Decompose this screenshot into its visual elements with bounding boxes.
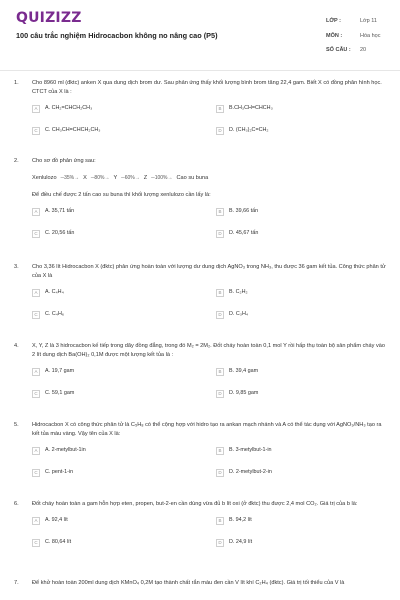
option-letter-box: B [216,289,224,297]
question-text: X, Y, Z là 3 hidrocacbon kế tiếp trong dãy đồng đẳng, trong đó M₂ = 2M₂. Đốt cháy hoàn toàn 0,1 mol Y rồi hấp thụ toàn bộ sản phẩm cháy vào 2 lít dung dịch Ba(OH)₂ 0,1M được một lượng kết tủa là : [32,343,385,358]
option-d[interactable] [216,538,386,547]
meta-count [326,47,366,53]
option-c[interactable] [32,310,202,319]
question-5 [14,421,388,476]
meta-value: Lớp 11 [360,18,377,24]
option-b[interactable] [216,288,386,297]
option-c[interactable] [32,229,202,238]
option-d[interactable] [216,389,386,398]
option-text: B. 39,66 tấn [229,208,259,214]
options [32,367,388,397]
option-a[interactable] [32,516,202,525]
question-text: Cho sơ đồ phản ứng sau: [32,158,96,164]
option-a[interactable] [32,207,202,216]
page-title: 100 câu trắc nghiệm Hidrocacbon không no nâng cao (P5) [16,31,218,40]
question-text-2: Để điều chế được 2 tấn cao su buna thì khối lượng xenlulozo cần lấy là: [32,192,211,198]
meta-key: LỚP : [326,18,341,24]
option-text: C. C₄H₆ [45,311,65,317]
quizizz-logo: QUIZIZZ [16,10,82,26]
option-c[interactable] [32,538,202,547]
option-text: C. pent-1-in [45,469,74,475]
option-text: A. C₄H₄ [45,289,64,295]
option-text: D. 2-metylbut-2-in [229,469,272,475]
option-letter-box: C [32,311,40,319]
option-letter-box: D [216,390,224,398]
meta-class [326,18,377,24]
option-c[interactable] [32,389,202,398]
meta-subject [326,33,381,39]
option-text: D. 45,67 tấn [229,230,259,236]
option-d[interactable] [216,310,386,319]
option-letter-box: C [32,390,40,398]
option-text: A. 35,71 tấn [45,208,75,214]
reaction-chain [32,174,388,183]
arrow-icon: ─35%→ [60,175,80,181]
option-d[interactable] [216,126,386,135]
yield-label: 60% [124,175,135,181]
arrow-icon: ─80%→ [90,175,110,181]
option-text: C. 59,1 gam [45,390,75,396]
option-a[interactable] [32,288,202,297]
question-7 [14,579,388,588]
question-text: Cho 3,36 lít Hidrocacbon X (đktc) phản ứng hoàn toàn với lượng dư dung dịch AgNO₃ trong NH₃, thu được 36 gam kết tủa. Công thức phân tử của X là [32,264,386,279]
option-text: D. (CH₃)₂C=CH₂ [229,127,269,133]
chain-y: Y [113,175,118,181]
option-a[interactable] [32,367,202,376]
options [32,516,388,546]
option-letter-box: C [32,127,40,135]
option-text: B. 94,2 lít [229,517,252,523]
option-text: A. 92,4 lít [45,517,68,523]
meta-key: MÔN : [326,33,343,39]
question-number: 5. [14,422,19,428]
options [32,446,388,476]
header-divider [0,70,400,71]
yield-label: 80% [94,175,105,181]
yield-label: 100% [154,175,168,181]
option-letter-box: A [32,105,40,113]
question-text: Hidrocacbon X có công thức phân tử là C₅H₈ có thể cộng hợp với hidro tạo ra ankan mạch nhánh và A có thể tác dụng với AgNO₃/NH₃ tạo ra kết tủa màu vàng. Vậy tên của X là: [32,422,382,437]
meta-key: SỐ CÂU : [326,47,351,53]
options [32,207,388,237]
option-letter-box: B [216,208,224,216]
arrow-icon: ─100%→ [151,175,173,181]
meta-value: Hóa học [360,33,381,39]
option-text: A. 2-metylbut-1in [45,447,86,453]
options [32,104,388,134]
option-letter-box: D [216,469,224,477]
option-b[interactable] [216,207,386,216]
option-text: B. 3-metylbut-1-in [229,447,272,453]
option-text: A. CH₂=CHCH₂CH₃ [45,105,93,111]
question-number: 7. [14,580,19,586]
option-letter-box: B [216,105,224,113]
option-letter-box: C [32,469,40,477]
option-letter-box: B [216,368,224,376]
option-text: C. 20,56 tấn [45,230,75,236]
chain-x: X [83,175,87,181]
option-a[interactable] [32,446,202,455]
option-letter-box: A [32,447,40,455]
option-letter-box: D [216,539,224,547]
option-b[interactable] [216,104,386,113]
option-letter-box: B [216,517,224,525]
question-number: 2. [14,158,19,164]
option-text: D. 9,85 gam [229,390,259,396]
question-6 [14,500,388,546]
chain-z: Z [143,175,148,181]
question-number: 3. [14,264,19,270]
option-letter-box: A [32,208,40,216]
option-letter-box: D [216,311,224,319]
option-text: D. 24,9 lít [229,539,253,545]
option-text: C. CH₃CH=CHCH₂CH₃ [45,127,101,133]
chain-start: Xenlulozo [32,175,57,181]
question-3 [14,263,388,318]
question-number: 6. [14,501,19,507]
yield-label: 35% [64,175,75,181]
option-letter-box: D [216,127,224,135]
question-number: 4. [14,343,19,349]
option-a[interactable] [32,104,202,113]
meta-value: 20 [360,47,367,53]
option-c[interactable] [32,468,202,477]
option-text: C. 80,64 lít [45,539,72,545]
option-letter-box: A [32,289,40,297]
option-letter-box: B [216,447,224,455]
option-text: B. C₂H₂ [229,289,248,295]
option-letter-box: D [216,230,224,238]
option-c[interactable] [32,126,202,135]
option-letter-box: C [32,539,40,547]
question-text: Đốt cháy hoàn toàn a gam hỗn hợp eten, propen, but-2-en cần dùng vừa đủ b lít oxi (ở đktc) thu được 2,4 mol CO₂. Giá trị của b là: [32,501,358,507]
options [32,288,388,318]
option-letter-box: C [32,230,40,238]
option-text: D. C₃H₄ [229,311,249,317]
question-text: Cho 8960 ml (đktc) anken X qua dung dịch brom dư. Sau phản ứng thấy khối lượng bình brom tăng 22,4 gam. Biết X có đồng phân hình học. CTCT của X là : [32,80,382,95]
question-4 [14,342,388,397]
question-text: Để khử hoàn toàn 200ml dung dịch KMnO₄ 0,2M tạo thành chất rắn màu đen cần V lít khí C₂H₄ (đktc). Giá trị tối thiểu của V là [32,580,345,586]
option-d[interactable] [216,468,386,477]
arrow-icon: ─60%→ [121,175,140,181]
question-number: 1. [14,80,19,86]
question-2 [14,157,388,237]
option-letter-box: A [32,368,40,376]
option-b[interactable] [216,367,386,376]
chain-end: Cao su buna [176,175,209,181]
option-d[interactable] [216,229,386,238]
option-text: B.CH₃CH=CHCH₃ [229,105,273,111]
question-1 [14,79,388,134]
option-b[interactable] [216,446,386,455]
option-text: B. 39,4 gam [229,368,259,374]
option-b[interactable] [216,516,386,525]
option-letter-box: A [32,517,40,525]
option-text: A. 19,7 gam [45,368,75,374]
